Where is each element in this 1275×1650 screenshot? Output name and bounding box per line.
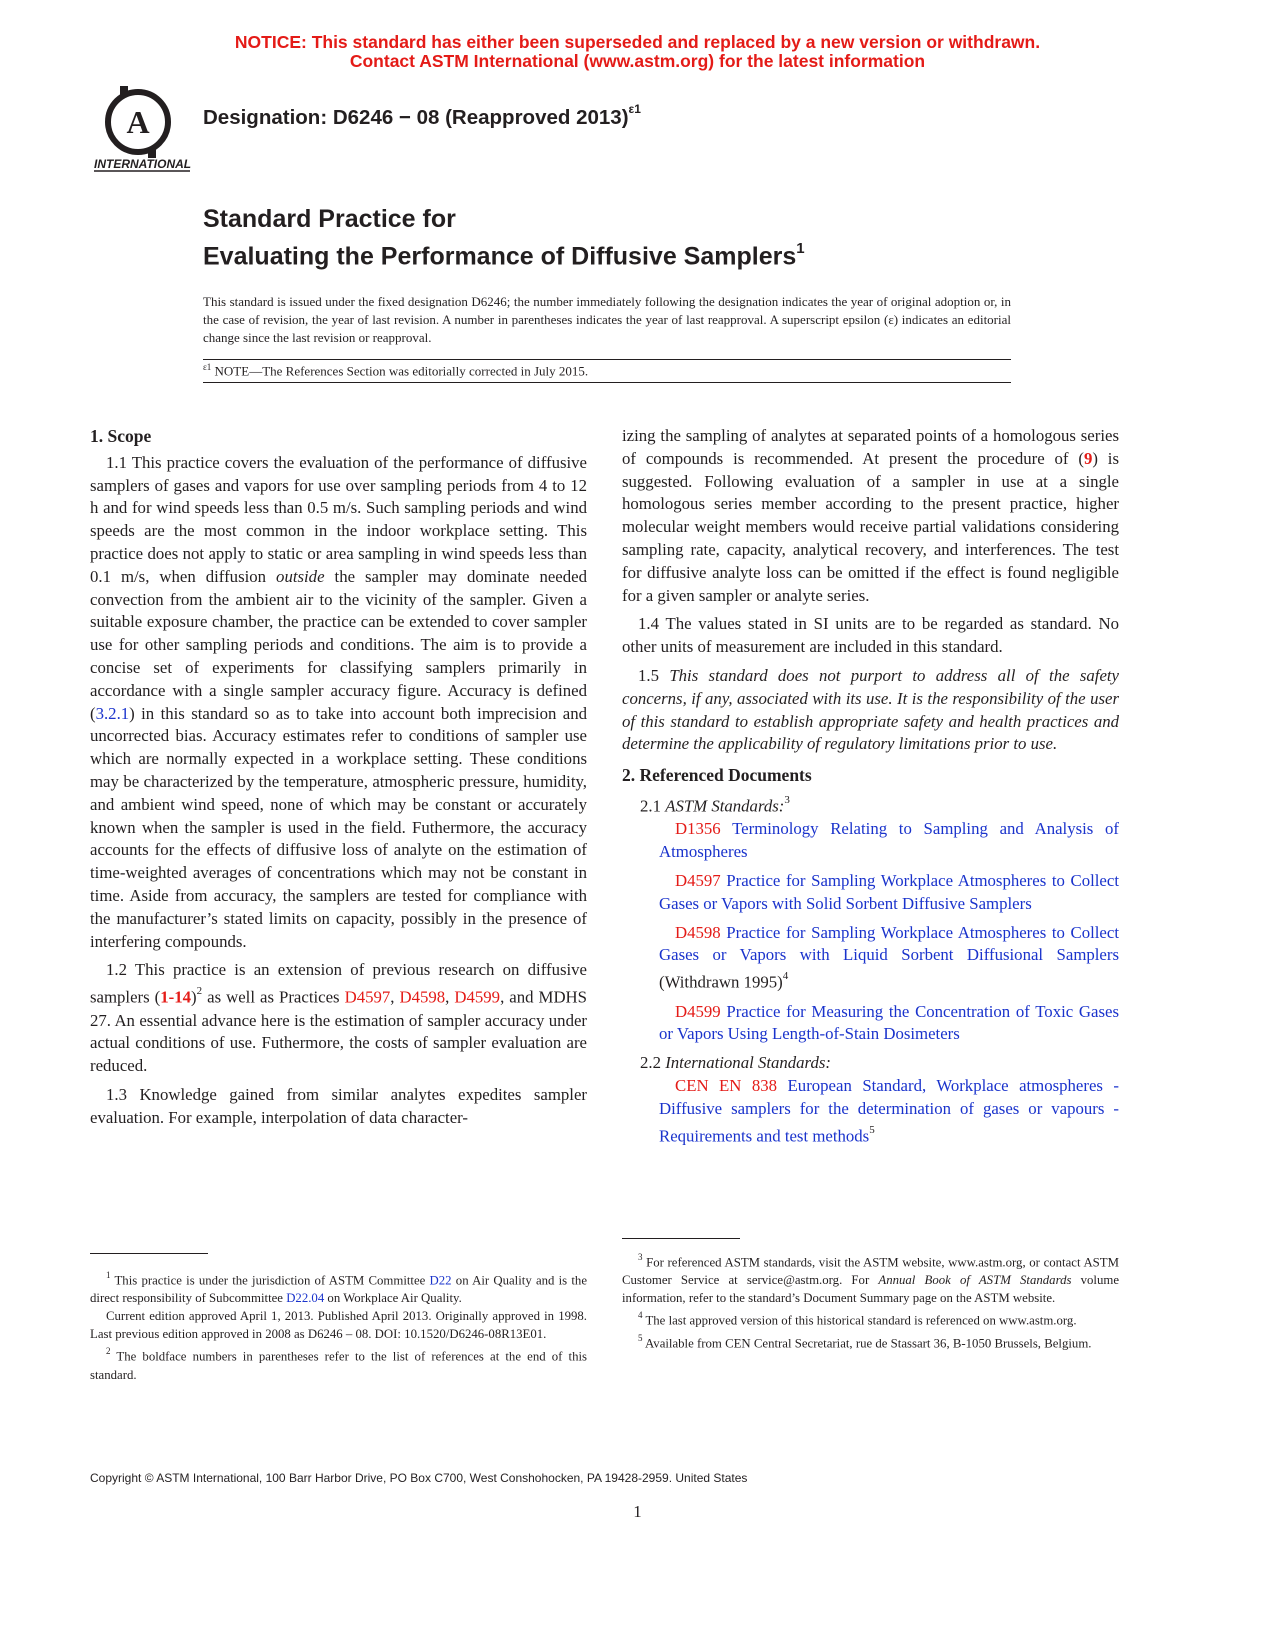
page-number: 1 (633, 1502, 642, 1521)
reference-title[interactable]: Terminology Relating to Sampling and Analysis of Atmospheres (659, 819, 1119, 862)
referenced-documents-heading: 2. Referenced Documents (622, 765, 812, 786)
reference-footnote-mark: 4 (782, 970, 789, 983)
superseded-notice (0, 33, 1275, 71)
footnotes-left (90, 1267, 587, 1384)
reference-item[interactable] (622, 1001, 1119, 1047)
right-column (622, 425, 1119, 1154)
reference-item[interactable] (622, 922, 1119, 995)
section-1-5: 1.5 This standard does not purport to address all of the safety concerns, if any, associated with its use. It is the responsibility of the user of this standard to establish appropriate safety and health practices and determine the applicability of regulatory limitations prior to use. (622, 665, 1120, 754)
title-footnote-mark: 1 (796, 240, 805, 257)
designation (203, 102, 641, 130)
copyright-line: Copyright © ASTM International, 100 Barr Harbor Drive, PO Box C700, West Conshohocken, PA 19428-2959. United States (90, 1471, 748, 1485)
ref-1-14[interactable]: 1-14 (160, 987, 192, 1007)
section-1-4: 1.4 The values stated in SI units are to be regarded as standard. No other units of measurement are included in this standard. (622, 614, 1119, 657)
reference-title[interactable]: Practice for Measuring the Concentration of Toxic Gases or Vapors Using Length-of-Stain Dosimeters (659, 1001, 1119, 1044)
astm-logo-icon (90, 84, 195, 174)
notice-line-2: Contact ASTM International (www.astm.org) for the latest information (349, 51, 926, 71)
footnote-2: $^2$ The boldface numbers in parentheses refer to the list of references at the end of this standard. (90, 1346, 588, 1382)
link-d4597[interactable]: D4597 (344, 987, 391, 1007)
designation-text: Designation: D6246 − 08 (Reapproved 2013) (203, 105, 629, 129)
footnote-divider-left (90, 1253, 208, 1254)
link-d4599[interactable]: D4599 (454, 987, 501, 1007)
footnote-1-edition: Current edition approved April 1, 2013. Published April 2013. Originally approved in 1998. Last previous edition approved in 2008 as D6246 – 08. DOI: 10.1520/D6246-08R13E01. (90, 1309, 587, 1342)
reference-item-cen-en-838[interactable]: CEN EN 838 European Standard, Workplace atmospheres - Diffusive samplers for the determination of gases or vapours - Requirements and test methods$^5$ (659, 1075, 1120, 1146)
logo-wordmark: INTERNATIONAL (94, 157, 192, 171)
reference-title[interactable]: Practice for Sampling Workplace Atmospheres to Collect Gases or Vapors with Liquid Sorbent Diffusional Samplers (659, 922, 1119, 965)
title-line-1: Standard Practice for (203, 205, 456, 233)
link-d22-04[interactable]: D22.04 (286, 1291, 325, 1306)
reference-code[interactable]: D4599 (675, 1001, 721, 1021)
link-d22[interactable]: D22 (429, 1273, 452, 1288)
reference-item[interactable] (622, 870, 1119, 916)
footnotes-right (622, 1249, 1119, 1352)
notice-line-1: NOTICE: This standard has either been superseded and replaced by a new version or withdrawn. (234, 32, 1041, 52)
subsection-2-2: 2.2 International Standards: (640, 1053, 831, 1073)
reference-code[interactable]: D4598 (675, 922, 721, 942)
title-line-2: Evaluating the Performance of Diffusive Samplers$^1$ (203, 240, 805, 271)
link-3-2-1[interactable]: 3.2.1 (95, 703, 130, 723)
footnote-3: $^3$ For referenced ASTM standards, visit the ASTM website, www.astm.org, or contact ASTM Customer Service at service@astm.org. For Annual Book of ASTM Standards volume information, refer to the standard’s Document Summary page on the ASTM website. (622, 1252, 1120, 1306)
section-1-2: 1.2 This practice is an extension of previous research on diffusive samplers $(1-14)^2$ as well as Practices D4597, D4598, D4599, and MDHS 27. An essential advance here is the estimation of sampler accuracy under actual conditions of use. Futhermore, the costs of sampler evaluation are reduced. (90, 960, 588, 1076)
reference-item[interactable] (622, 818, 1119, 864)
epsilon-note: $^{\varepsilon 1}$ NOTE—The References Section was editorially corrected in July 2015. (203, 359, 1011, 383)
footnote-4: $^4$ The last approved version of this historical standard is referenced on www.astm.org. (638, 1310, 1077, 1328)
astm-reference-list (622, 818, 1119, 1046)
reference-status: (Withdrawn 1995) (659, 972, 783, 992)
document-title (203, 203, 805, 272)
section-1-3-continued: izing the sampling of analytes at separated points of a homologous series of compounds is recommended. At present the procedure of (9) is suggested. Following evaluation of a sampler in use at a single homologous series member according to the present practice, higher molecular weight members would receive partial validations considering sampling rate, capacity, analytical recovery, and interferences. The test for diffusive analyte loss can be omitted if the effect is found negligible for a given sampler or analyte series. (622, 426, 1119, 605)
reference-code[interactable]: D1356 (675, 819, 721, 839)
footnote-5: $^5$ Available from CEN Central Secretariat, rue de Stassart 36, B-1050 Brussels, Belgium. (638, 1332, 1092, 1350)
footnote-1: $^1$ This practice is under the jurisdiction of ASTM Committee D22 on Air Quality and is the direct responsibility of Subcommittee D22.04 on Workplace Air Quality. (90, 1270, 588, 1306)
reference-code[interactable]: D4597 (675, 870, 721, 890)
subsection-2-1: 2.1 ASTM Standards:$^3$ (640, 793, 790, 816)
link-d4598[interactable]: D4598 (399, 987, 446, 1007)
section-1-1: 1.1 This practice covers the evaluation of the performance of diffusive samplers of gases and vapors for use over sampling periods from 4 to 12 h and for wind speeds less than 0.5 m/s. Such sampling periods and wind speeds are the most common in the indoor workplace setting. This practice does not apply to static or area sampling in wind speeds less than 0.1 m/s, when diffusion outside the sampler may dominate needed convection from the ambient air to the vicinity of the sampler. Given a suitable exposure chamber, the practice can be extended to cover sampler use for other sampling periods and conditions. The aim is to provide a concise set of experiments for classifying samplers primarily in accordance with a single sampler accuracy figure. Accuracy is defined (3.2.1) in this standard so as to take into account both imprecision and uncorrected bias. Accuracy estimates refer to conditions of sampler use which are normally expected in a workplace setting. These conditions may be characterized by the temperature, atmospheric pressure, humidity, and ambient wind speed, none of which may be constant or accurately known when the sampler is used in the field. Futhermore, the accuracy accounts for the effects of diffusive loss of analyte on the estimation of time-weighted averages of concentrations which may not be constant in time. Aside from accuracy, the samplers are tested for compliance with the manufacturer’s stated limits on capacity, possibly in the presence of interfering compounds. (90, 452, 587, 951)
scope-heading: 1. Scope (90, 426, 152, 446)
designation-superscript: ε1 (628, 102, 641, 116)
ref-9[interactable]: 9 (1083, 448, 1093, 468)
section-1-3: 1.3 Knowledge gained from similar analytes expedites sampler evaluation. For example, interpolation of data character- (90, 1084, 587, 1127)
reference-title[interactable]: Practice for Sampling Workplace Atmospheres to Collect Gases or Vapors with Solid Sorbent Diffusive Samplers (659, 870, 1119, 913)
svg-text:A: A (126, 104, 150, 140)
left-column (90, 425, 587, 1136)
footnote-divider-right (622, 1238, 740, 1239)
issue-note: This standard is issued under the fixed designation D6246; the number immediately following the designation indicates the year of original adoption or, in the case of revision, the year of last revision. A number in parentheses indicates the year of last reapproval. A superscript epsilon (ε) indicates an editorial change since the last revision or reapproval. (203, 294, 1011, 345)
